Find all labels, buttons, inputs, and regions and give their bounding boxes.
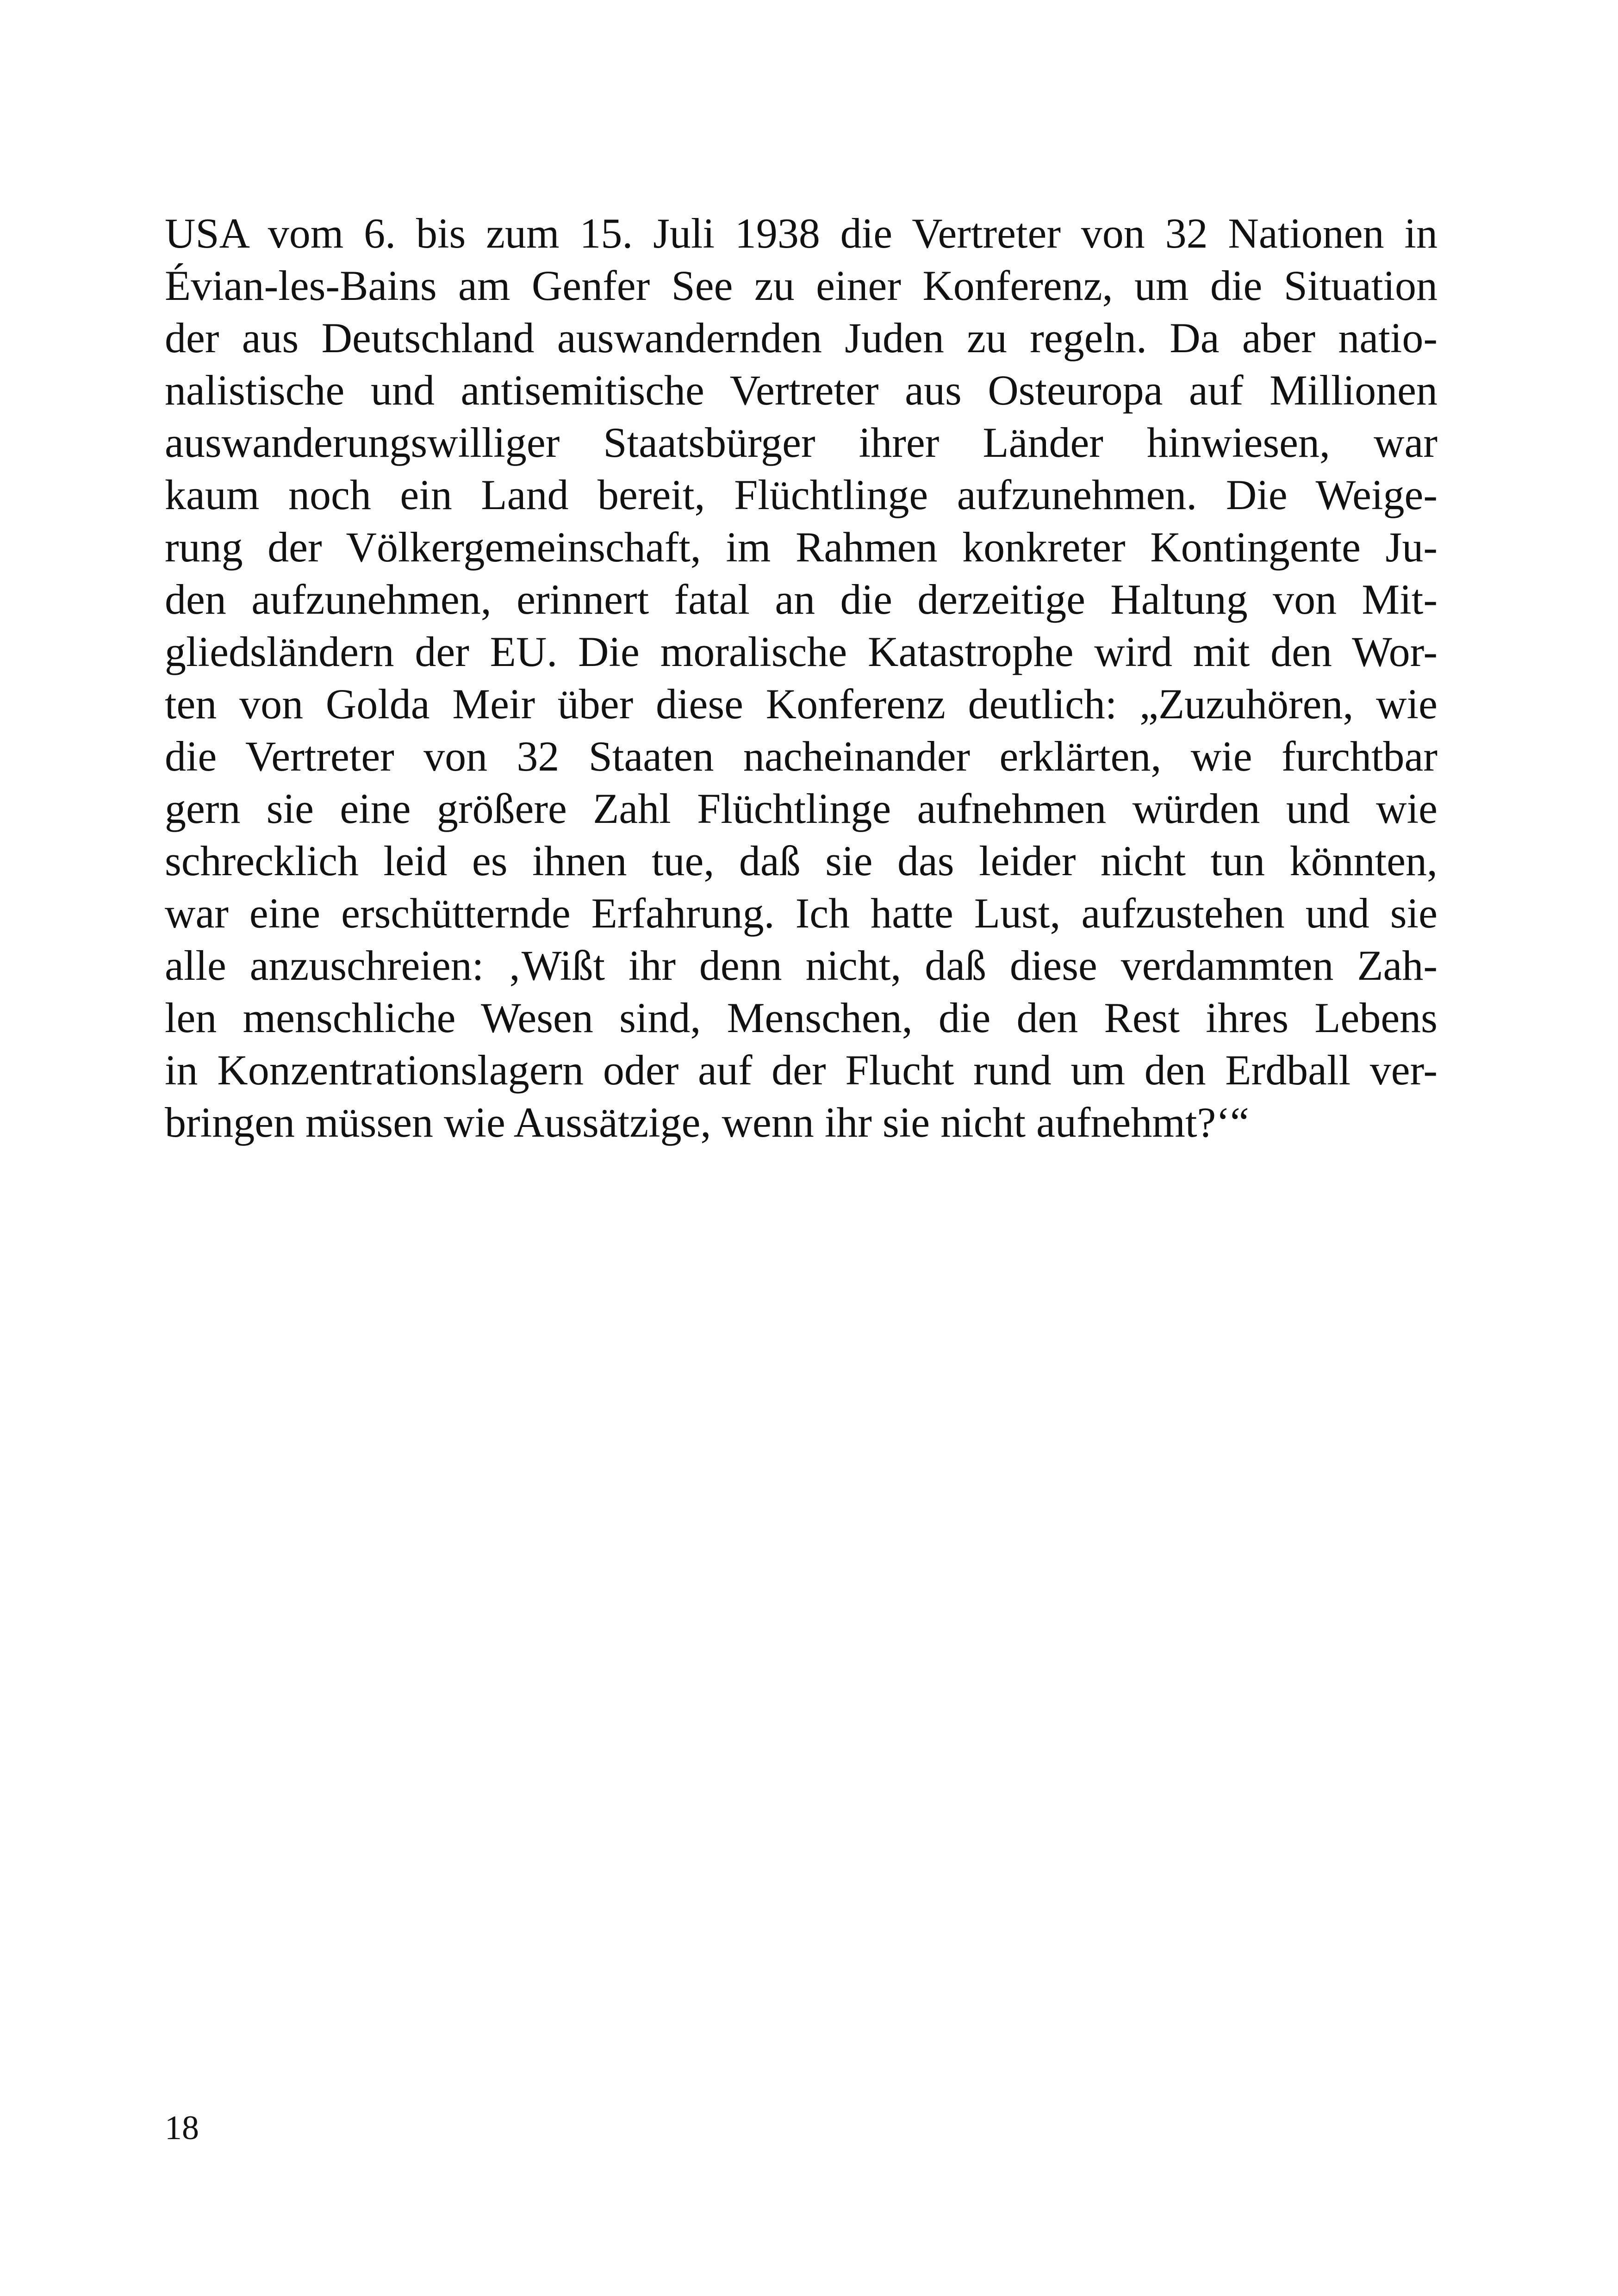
text-line: gern sie eine größere Zahl Flüchtlinge aufnehmen würden und wie [165, 785, 1438, 832]
text-line: rung der Völkergemeinschaft, im Rahmen konkreter Kontingente Ju- [165, 523, 1438, 571]
text-line: gliedsländern der EU. Die moralische Katastrophe wird mit den Wor- [165, 628, 1438, 675]
text-line: len menschliche Wesen sind, Menschen, die den Rest ihres Lebens [165, 994, 1438, 1041]
text-line: Évian-les-Bains am Genfer See zu einer Konferenz, um die Situation [165, 262, 1438, 309]
text-line: alle anzuschreien: ‚Wißt ihr denn nicht, daß diese verdammten Zah- [165, 942, 1438, 989]
text-line: kaum noch ein Land bereit, Flüchtlinge aufzunehmen. Die Weige- [165, 471, 1438, 518]
text-line: der aus Deutschland auswandernden Juden zu regeln. Da aber natio- [165, 314, 1438, 361]
body-paragraph [165, 207, 1438, 1149]
text-line: USA vom 6. bis zum 15. Juli 1938 die Vertreter von 32 Nationen in [165, 210, 1438, 257]
text-line: in Konzentrationslagern oder auf der Flucht rund um den Erdball ver- [165, 1046, 1438, 1094]
text-line: die Vertreter von 32 Staaten nacheinander erklärten, wie furchtbar [165, 733, 1438, 780]
page-number: 18 [165, 2109, 199, 2147]
text-line: auswanderungswilliger Staatsbürger ihrer Länder hinwiesen, war [165, 419, 1438, 466]
text-line: ten von Golda Meir über diese Konferenz deutlich: „Zuzuhören, wie [165, 680, 1438, 728]
text-line: war eine erschütternde Erfahrung. Ich hatte Lust, aufzustehen und sie [165, 890, 1438, 937]
text-line: den aufzunehmen, erinnert fatal an die derzeitige Haltung von Mit- [165, 576, 1438, 623]
text-line: bringen müssen wie Aussätzige, wenn ihr sie nicht aufnehmt?‘“ [165, 1099, 1249, 1146]
text-line: schrecklich leid es ihnen tue, daß sie das leider nicht tun könnten, [165, 837, 1438, 884]
text-line: nalistische und antisemitische Vertreter aus Osteuropa auf Millionen [165, 367, 1438, 414]
